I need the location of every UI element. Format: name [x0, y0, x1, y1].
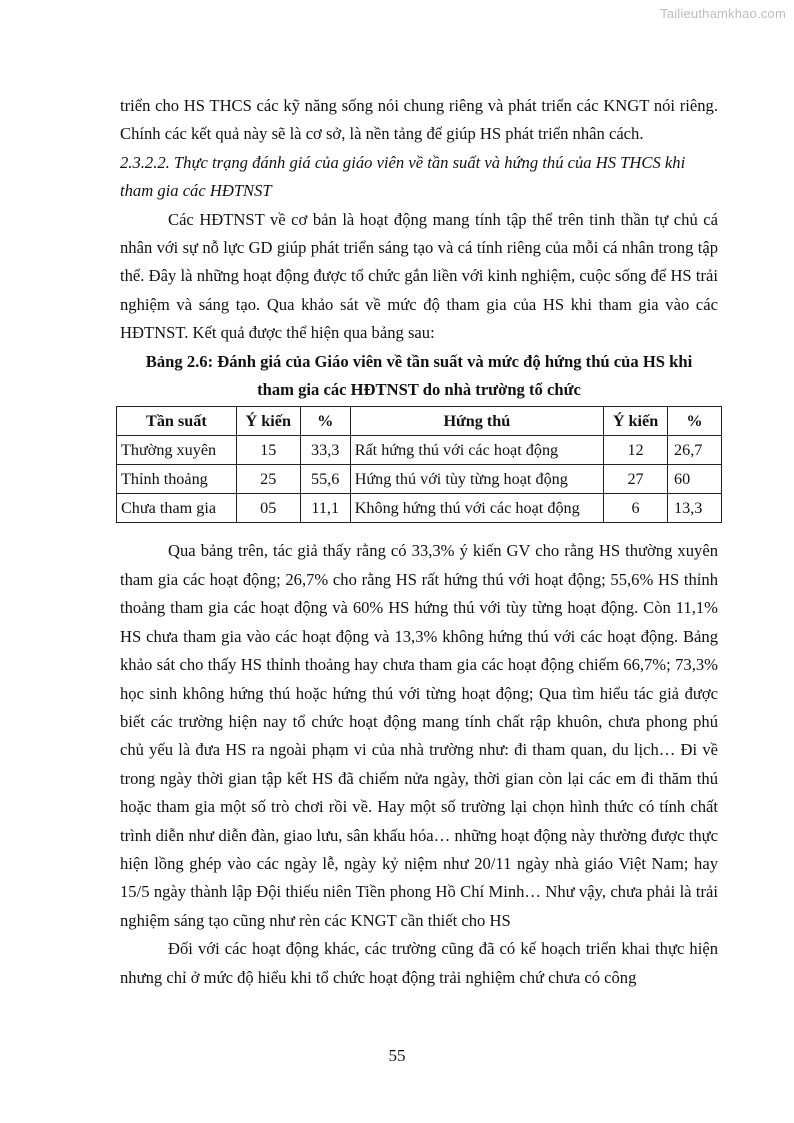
cell-opinion: 05 [236, 494, 300, 523]
cell-frequency: Chưa tham gia [117, 494, 237, 523]
cell-percent: 13,3 [668, 494, 722, 523]
cell-interest: Không hứng thú với các hoạt động [350, 494, 603, 523]
document-body [120, 92, 718, 992]
header-percent: % [300, 407, 350, 436]
cell-interest: Hứng thú với tùy từng hoạt động [350, 465, 603, 494]
watermark: Tailieuthamkhao.com [660, 6, 786, 21]
cell-opinion: 6 [604, 494, 668, 523]
cell-percent: 11,1 [300, 494, 350, 523]
header-percent: % [668, 407, 722, 436]
table-row [117, 465, 722, 494]
cell-frequency: Thỉnh thoảng [117, 465, 237, 494]
cell-percent: 60 [668, 465, 722, 494]
cell-opinion: 27 [604, 465, 668, 494]
table-row [117, 494, 722, 523]
paragraph-analysis: Qua bảng trên, tác giả thấy rằng có 33,3% ý kiến GV cho rằng HS thường xuyên tham gia các hoạt động; 26,7% cho rằng HS rất hứng thú với hoạt động; 55,6% HS thỉnh thoảng tham gia các hoạt động và 60% HS hứng thú với tùy từng hoạt động. Còn 11,1% HS chưa tham gia vào các hoạt động và 13,3% không hứng thú với các hoạt động. Bảng khảo sát cho thấy HS thỉnh thoảng hay chưa tham gia các hoạt động chiếm 66,7%; 73,3% học sinh không hứng thú hoặc hứng thú với từng hoạt động; Qua tìm hiểu tác giả được biết các trường hiện nay tổ chức hoạt động mang tính chất rập khuôn, chưa phong phú chủ yếu là đưa HS ra ngoài phạm vi của nhà trường như: đi tham quan, du lịch… Đi về trong ngày thời gian tập kết HS đã chiếm nửa ngày, thời gian còn lại các em đi thăm thú hoặc tham gia một số trò chơi rồi về. Hay một số trường lại chọn hình thức có tính chất trình diễn như diễn đàn, giao lưu, sân khấu hóa… những hoạt động này thường được thực hiện lồng ghép vào các ngày lễ, ngày kỷ niệm như 20/11 ngày nhà giáo Việt Nam; hay 15/5 ngày thành lập Đội thiếu niên Tiền phong Hồ Chí Minh… Như vậy, chưa phải là trải nghiệm sáng tạo cũng như rèn các KNGT cần thiết cho HS [120, 541, 718, 930]
cell-percent: 26,7 [668, 436, 722, 465]
paragraph-context: Các HĐTNST về cơ bản là hoạt động mang tính tập thể trên tinh thần tự chủ cá nhân với sự nỗ lực GD giúp phát triển sáng tạo và cá tính riêng của mỗi cá nhân trong tập thể. Đây là những hoạt động được tổ chức gắn liền với kinh nghiệm, cuộc sống để HS trải nghiệm và sáng tạo. Qua khảo sát về mức độ tham gia của HS khi tham gia vào các HĐTNST. Kết quả được thể hiện qua bảng sau: [120, 209, 718, 343]
table-row [117, 436, 722, 465]
header-frequency: Tần suất [117, 407, 237, 436]
table-header-row [117, 407, 722, 436]
paragraph-intro: triển cho HS THCS các kỹ năng sống nói chung riêng và phát triển các KNGT nói riêng. Chính các kết quả này sẽ là cơ sở, là nền tảng để giúp HS phát triển nhân cách. [120, 96, 718, 144]
cell-opinion: 15 [236, 436, 300, 465]
header-interest: Hứng thú [350, 407, 603, 436]
page-number: 55 [388, 1046, 406, 1065]
cell-interest: Rất hứng thú với các hoạt động [350, 436, 603, 465]
survey-table [116, 406, 722, 523]
section-heading: 2.3.2.2. Thực trạng đánh giá của giáo viên về tần suất và hứng thú của HS THCS khi tham gia các HĐTNST [120, 152, 686, 201]
cell-frequency: Thường xuyên [117, 436, 237, 465]
cell-percent: 55,6 [300, 465, 350, 494]
table-caption-line2: tham gia các HĐTNST do nhà trường tổ chức [257, 380, 581, 400]
paragraph-other-activities: Đối với các hoạt động khác, các trường cũng đã có kế hoạch triển khai thực hiện nhưng chỉ ở mức độ hiểu khi tổ chức hoạt động trải nghiệm chứ chưa có công [120, 939, 718, 987]
header-opinion: Ý kiến [236, 407, 300, 436]
table-caption-line1: Bảng 2.6: Đánh giá của Giáo viên về tần suất và mức độ hứng thú của HS khi [145, 351, 693, 371]
cell-percent: 33,3 [300, 436, 350, 465]
cell-opinion: 25 [236, 465, 300, 494]
header-opinion: Ý kiến [604, 407, 668, 436]
cell-opinion: 12 [604, 436, 668, 465]
